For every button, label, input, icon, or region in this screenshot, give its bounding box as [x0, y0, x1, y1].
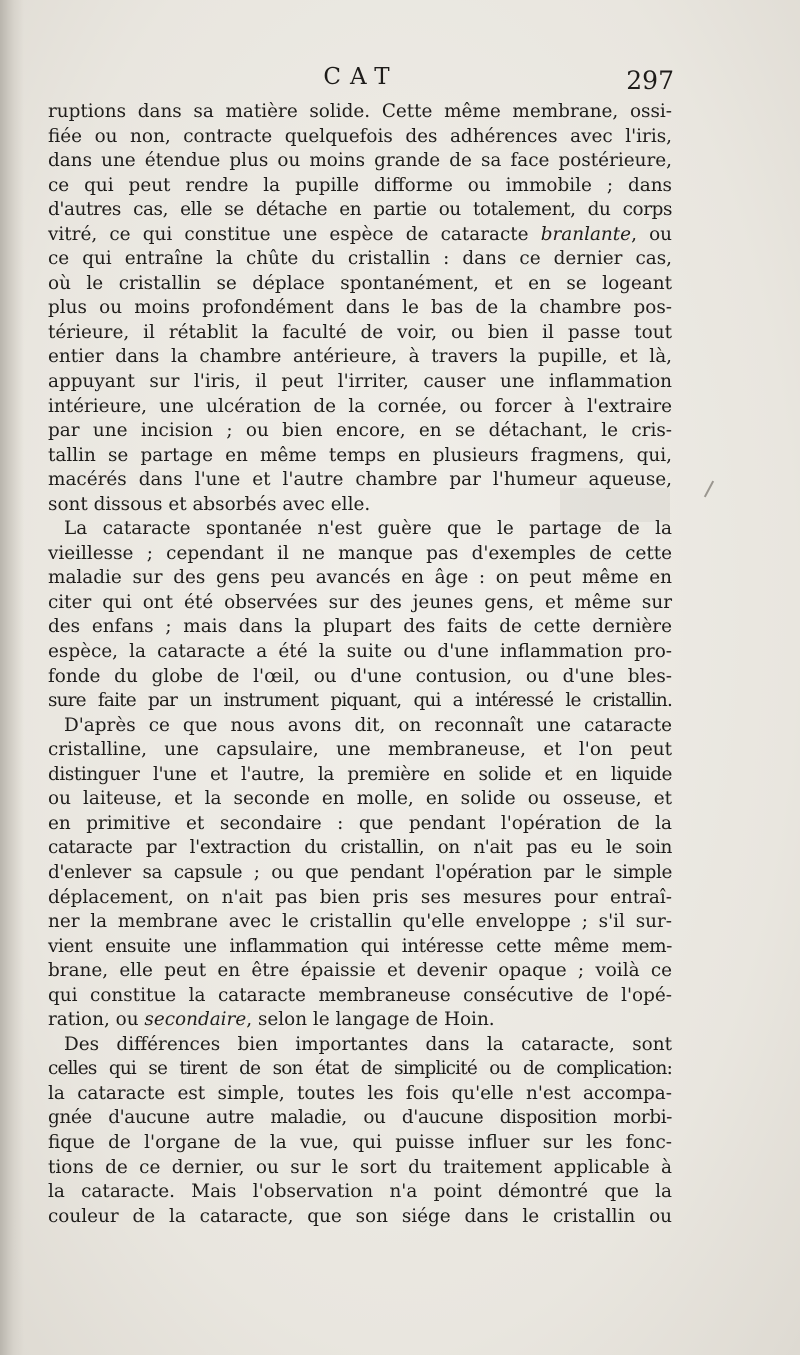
text-line: intérieure, une ulcération de la cornée, ou forcer à l'extraire: [48, 395, 672, 417]
body-text: [48, 100, 672, 1229]
text-line: tallin se partage en même temps en plusieurs fragmens, qui,: [48, 444, 672, 466]
page-number: 297: [626, 66, 674, 95]
text-line: [48, 223, 672, 248]
text-line: sont dissous et absorbés avec elle.: [48, 493, 371, 515]
text-line: [48, 1008, 672, 1033]
text-line: espèce, la cataracte a été la suite ou d'une inflammation pro-: [48, 641, 672, 663]
text-run: , selon le langage de Hoin.: [246, 1009, 495, 1031]
text-line: cataracte par l'extraction du cristallin, on n'ait pas eu le soin: [48, 837, 672, 859]
text-line: vieillesse ; cependant il ne manque pas d'exemples de cette: [48, 542, 672, 564]
text-line: en primitive et secondaire : que pendant l'opération de la: [48, 812, 672, 834]
text-line: la cataracte est simple, toutes les fois qu'elle n'est accompa-: [48, 1082, 672, 1104]
text-run: , ou: [631, 223, 673, 245]
text-line: maladie sur des gens peu avancés en âge : on peut même en: [48, 567, 672, 589]
text-line: ruptions dans sa matière solide. Cette même membrane, ossi-: [48, 101, 672, 122]
text-line: sure faite par un instrument piquant, qui a intéressé le cristallin.: [48, 690, 672, 712]
text-line: Des différences bien importantes dans la cataracte, sont: [64, 1033, 672, 1055]
running-head: CAT: [323, 64, 399, 90]
text-line: fique de l'organe de la vue, qui puisse influer sur les fonc-: [48, 1131, 672, 1153]
text-line: par une incision ; ou bien encore, en se détachant, le cris-: [48, 420, 672, 442]
page-header: [48, 58, 674, 98]
text-line: ce qui entraîne la chûte du cristallin : dans ce dernier cas,: [48, 248, 672, 270]
text-line: celles qui se tirent de son état de simplicité ou de complication:: [48, 1058, 672, 1080]
text-line: des enfans ; mais dans la plupart des faits de cette dernière: [48, 616, 672, 638]
text-line: tions de ce dernier, ou sur le sort du traitement applicable à: [48, 1156, 672, 1178]
text-line: gnée d'aucune autre maladie, ou d'aucune disposition morbi-: [48, 1107, 672, 1129]
text-run: vitré, ce qui constitue une espèce de cataracte: [48, 223, 541, 245]
text-line: cristalline, une capsulaire, une membraneuse, et l'on peut: [48, 739, 672, 761]
italic-term: secondaire: [144, 1009, 247, 1031]
text-line: entier dans la chambre antérieure, à travers la pupille, et là,: [48, 346, 672, 368]
text-line: dans une étendue plus ou moins grande de sa face postérieure,: [48, 150, 672, 172]
text-line: ce qui peut rendre la pupille difforme ou immobile ; dans: [48, 174, 672, 196]
text-line: térieure, il rétablit la faculté de voir, ou bien il passe tout: [48, 321, 672, 343]
text-line: plus ou moins profondément dans le bas de la chambre pos-: [48, 297, 672, 319]
text-line: où le cristallin se déplace spontanément, et en se logeant: [48, 272, 672, 294]
text-line: ner la membrane avec le cristallin qu'elle enveloppe ; s'il sur-: [48, 911, 672, 933]
text-line: fiée ou non, contracte quelquefois des adhérences avec l'iris,: [48, 125, 672, 147]
text-line: La cataracte spontanée n'est guère que le partage de la: [64, 518, 672, 540]
text-run: ration, ou: [48, 1009, 145, 1031]
text-line: distinguer l'une et l'autre, la première en solide et en liquide: [48, 763, 672, 785]
text-line: D'après ce que nous avons dit, on reconnaît une cataracte: [64, 714, 672, 736]
text-line: fonde du globe de l'œil, ou d'une contusion, ou d'une bles-: [48, 665, 672, 687]
text-line: la cataracte. Mais l'observation n'a point démontré que la: [48, 1181, 672, 1203]
italic-term: branlante: [540, 223, 632, 245]
text-line: ou laiteuse, et la seconde en molle, en solide ou osseuse, et: [48, 788, 672, 810]
text-line: appuyant sur l'iris, il peut l'irriter, causer une inflammation: [48, 371, 672, 393]
text-line: qui constitue la cataracte membraneuse consécutive de l'opé-: [48, 984, 672, 1006]
text-line: d'enlever sa capsule ; ou que pendant l'opération par le simple: [48, 861, 672, 883]
pencil-mark: [704, 481, 714, 498]
text-line: citer qui ont été observées sur des jeunes gens, et même sur: [48, 591, 672, 613]
text-line: macérés dans l'une et l'autre chambre par l'humeur aqueuse,: [48, 469, 672, 491]
text-line: brane, elle peut en être épaissie et devenir opaque ; voilà ce: [48, 960, 672, 982]
text-line: couleur de la cataracte, que son siége dans le cristallin ou: [48, 1205, 672, 1227]
text-line: vient ensuite une inflammation qui intéresse cette même mem-: [48, 935, 672, 957]
text-line: déplacement, on n'ait pas bien pris ses mesures pour entraî-: [48, 886, 672, 908]
text-line: d'autres cas, elle se détache en partie ou totalement, du corps: [48, 199, 672, 221]
binding-shadow: [0, 0, 24, 1355]
